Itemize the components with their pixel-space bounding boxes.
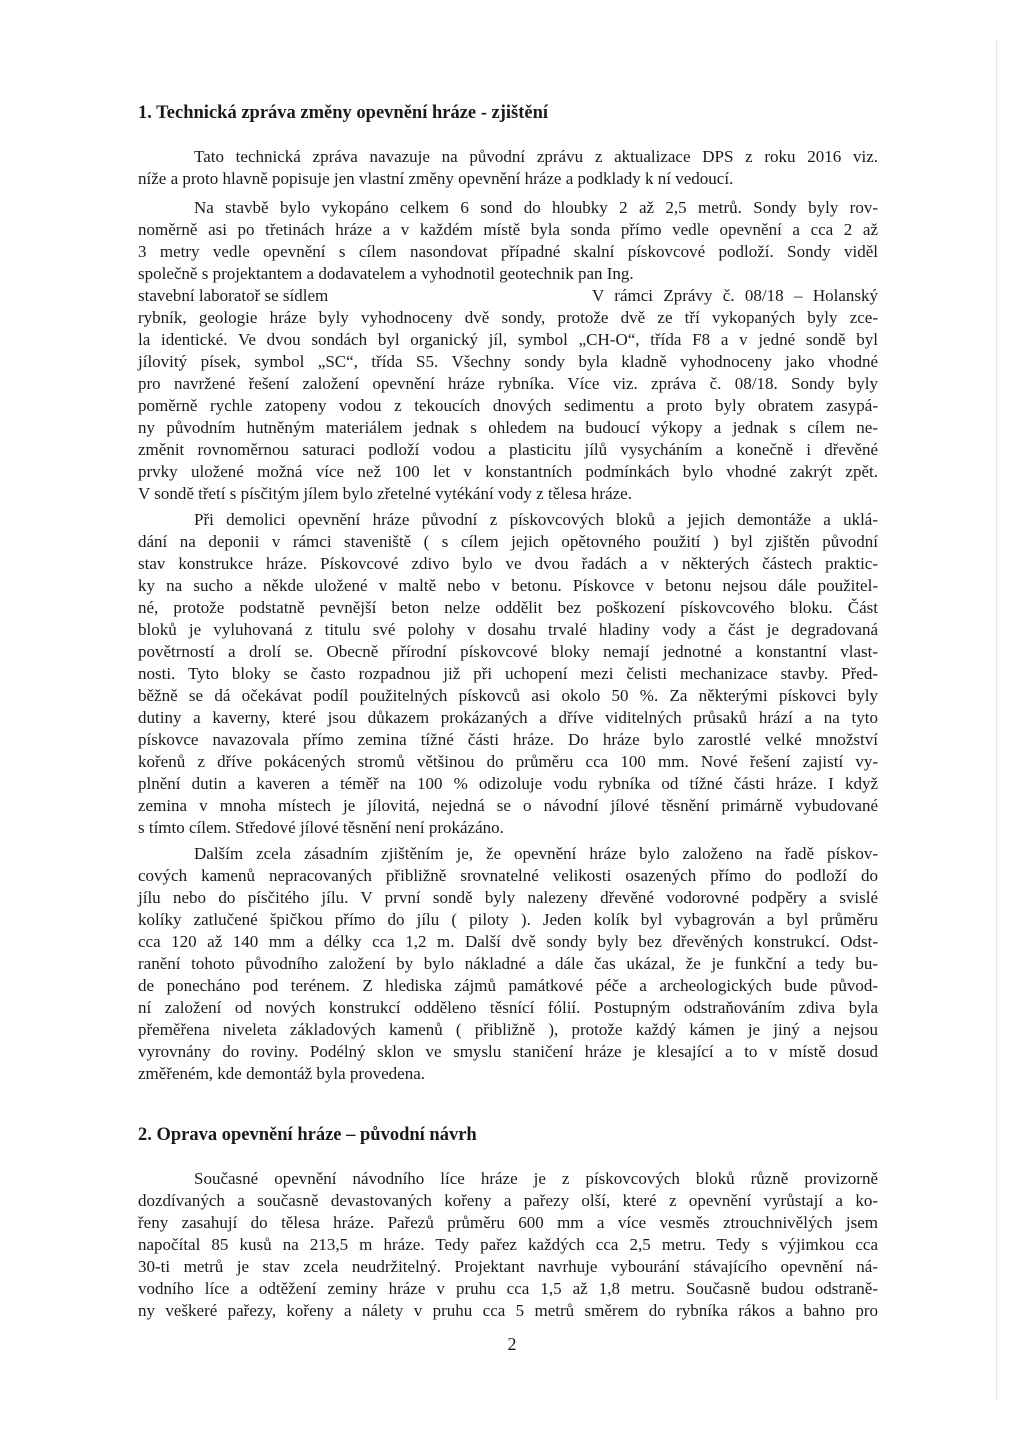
paragraph-line: níže a proto hlavně popisuje jen vlastní změny opevnění hráze a podklady k ní vedoucí. [138, 169, 734, 188]
paragraph-line: řeny zasahují do tělesa hráze. Pařezů průměru 600 mm a více vesměs ztrouchnivělých jsem [138, 1213, 878, 1232]
paragraph-line: přeměřena niveleta základových kamenů ( přibližně ), protože každý kámen je jiný a nejsou [138, 1020, 878, 1039]
paragraph-line: ní založení od nových konstrukcí odděleno těsnící fólií. Postupným odstraňováním zdiva byla [138, 998, 878, 1017]
page-number: 2 [507, 1334, 517, 1354]
paragraph-line: kolíky zatlučené špičkou přímo do jílu ( piloty ). Jeden kolík byl vybagrován a byl průměru [138, 910, 878, 929]
paragraph-line: la identické. Ve dvou sondách byl organický jíl, symbol „CH-O“, třída F8 a v jedné sondě byl [138, 330, 878, 349]
paragraph-line: poměrně rychle zatopeny vodou z tekoucích dnových sedimentu a proto byly obratem zasypá- [138, 396, 878, 415]
paragraph-line: né, protože podstatně pevnější beton nelze oddělit bez poškození pískovcového bloku. Část [138, 598, 878, 617]
paragraph-line: ny původním hutněným materiálem jednak s ohledem na budoucí výkopy a jednak s cílem ne- [138, 418, 878, 437]
paragraph-line: s tímto cílem. Středové jílové těsnění není prokázáno. [138, 818, 504, 837]
paragraph-line-right: V rámci Zprávy č. 08/18 – Holanský [592, 286, 878, 305]
paragraph-line: 30-ti metrů je stav zcela neudržitelný. Projektant navrhuje vybourání stávajícího opevnění ná- [138, 1257, 878, 1276]
paragraph-line: vyrovnány do roviny. Podélný sklon ve smyslu staničení hráze je klesající a to v místě dosud [138, 1042, 878, 1061]
paragraph-line: ranění tohoto původního založení by bylo nákladné a dále čas ukázal, že je funkční a tedy bu- [138, 954, 878, 973]
paragraph-line: cových kamenů nepracovaných přibližně srovnatelné velikosti osazených přímo do podloží do [138, 866, 878, 885]
section-2-heading: 2. Oprava opevnění hráze – původní návrh [138, 1125, 477, 1145]
paragraph-line: rybník, geologie hráze byly vyhodnoceny dvě sondy, protože dvě ze tří vykopaných byly zce- [138, 308, 878, 327]
paragraph-line: změřeném, kde demontáž byla provedena. [138, 1064, 425, 1083]
paragraph-line: dutiny a kaverny, které jsou důkazem prokázaných a dříve viditelných průsaků hrází a na tyto [138, 708, 878, 727]
paragraph-line: ny veškeré pařezy, kořeny a nálety v pruhu cca 5 metrů směrem do rybníka rákos a bahno pro [138, 1301, 878, 1320]
section-1-heading: 1. Technická zpráva změny opevnění hráze - zjištění [138, 103, 549, 123]
paragraph-line: pro navržené řešení založení opevnění hráze rybníka. Více viz. zpráva č. 08/18. Sondy byly [138, 374, 878, 393]
paragraph-line: nosti. Tyto bloky se často rozpadnou již při uchopení mezi čelisti mechanizace stavby. Před- [138, 664, 878, 683]
paragraph-line: Na stavbě bylo vykopáno celkem 6 sond do hloubky 2 až 2,5 metrů. Sondy byly rov- [194, 198, 878, 217]
paragraph-line: noměrně asi po třetinách hráze a v každém místě byla sonda přímo vedle opevnění a cca 2 až [138, 220, 878, 239]
paragraph-line: jílu nebo do písčitého jílu. V první sondě byly nalezeny dřevěné vodorovné podpěry a svislé [138, 888, 878, 907]
paragraph-line: kořenů z dříve pokácených stromů většinou do průměru cca 100 mm. Nové řešení zajistí vy- [138, 752, 878, 771]
paragraph-line: zemina v mnoha místech je jílovitá, nejedná se o návodní jílové těsnění primárně vybudované [138, 796, 878, 815]
paragraph-line: Tato technická zpráva navazuje na původní zprávu z aktualizace DPS z roku 2016 viz. [194, 147, 878, 166]
paragraph-line: stav konstrukce hráze. Pískovcové zdivo bylo ve dvou řadách a v některých částech praktic- [138, 554, 878, 573]
paragraph-line: V sondě třetí s písčitým jílem bylo zřetelné vytékání vody z tělesa hráze. [138, 484, 632, 503]
paragraph-line: běžně se dá očekávat podíl použitelných pískovců asi okolo 50 %. Za některými pískovci byly [138, 686, 878, 705]
paragraph-line: jílovitý písek, symbol „SC“, třída S5. Všechny sondy byla kladně vyhodnoceny jako vhodné [138, 352, 878, 371]
paragraph-line: Při demolici opevnění hráze původní z pískovcových bloků a jejich demontáže a uklá- [194, 510, 878, 529]
paragraph-line: Dalším zcela zásadním zjištěním je, že opevnění hráze bylo založeno na řadě pískov- [194, 844, 878, 863]
paragraph-line: Současné opevnění návodního líce hráze je z pískovcových bloků různě provizorně [194, 1169, 878, 1188]
paragraph-line: vodního líce a odtěžení zeminy hráze v pruhu cca 1,5 až 1,8 metru. Současně budou odstraně- [138, 1279, 878, 1298]
paragraph-line: dání na deponii v rámci staveniště ( s cílem jejich opětovného použití ) byl zjištěn původní [138, 532, 878, 551]
paragraph-line: pískovce navazovala přímo zemina tížné části hráze. Do hráze bylo zarostlé velké množství [138, 730, 878, 749]
paragraph-line: bloků je vyluhovaná z titulu své polohy v dosahu trvalé hladiny vody a část je degradovaná [138, 620, 878, 639]
paragraph-line: společně s projektantem a dodavatelem a vyhodnotil geotechnik pan Ing. [138, 264, 634, 283]
paragraph-line: plnění dutin a kaveren a téměř na 100 % odizoluje vodu rybníka od tížné části hráze. I když [138, 774, 878, 793]
scan-edge-line [996, 40, 997, 1400]
paragraph-line: de ponecháno pod terénem. Z hlediska zájmů památkové péče a archeologických bude původ- [138, 976, 878, 995]
paragraph-line: 3 metry vedle opevnění s cílem nasondovat případné skalní pískovcové podloží. Sondy viděl [138, 242, 878, 261]
paragraph-line-split [138, 285, 878, 307]
paragraph-line: povětrností a drolí se. Obecně přírodní pískovcové bloky nemají jednotné a konstantní vlast- [138, 642, 878, 661]
paragraph-line: změnit rovnoměrnou saturaci podloží vodou a plasticitu jílů vysycháním a konečně i dřevěné [138, 440, 878, 459]
paragraph-line: dozdívaných a současně devastovaných kořeny a pařezy olší, které z opevnění vyrůstají a ko- [138, 1191, 878, 1210]
paragraph-line: ky na sucho a někde uložené v maltě nebo v betonu. Pískovce v betonu nejsou dále použitel- [138, 576, 878, 595]
paragraph-line-left: stavební laboratoř se sídlem [138, 286, 329, 305]
paragraph-line: cca 120 až 140 mm a délky cca 1,2 m. Další dvě sondy byly bez dřevěných konstrukcí. Odst- [138, 932, 878, 951]
paragraph-line: napočítal 85 kusů na 213,5 m hráze. Tedy pařez každých cca 2,5 metru. Tedy s výjimkou cca [138, 1235, 878, 1254]
paragraph-line: prvky uložené možná více než 100 let v konstantních podmínkách bylo vhodné zakrýt zpět. [138, 462, 878, 481]
